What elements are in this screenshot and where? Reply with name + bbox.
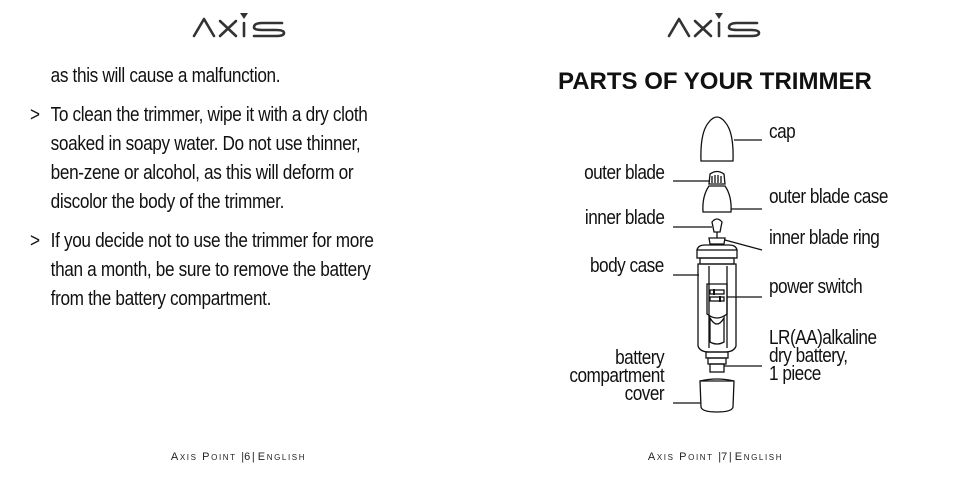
care-instructions — [30, 62, 391, 324]
page-footer: Axis Point |7| English — [647, 451, 784, 463]
footer-language: English — [257, 451, 307, 463]
inner-blade-part — [712, 219, 722, 232]
right-page — [477, 0, 954, 477]
label-inner-blade: inner blade — [584, 207, 664, 229]
axis-logo — [192, 12, 288, 38]
label-power-switch: power switch — [769, 276, 863, 298]
inner-blade-ring-part — [709, 238, 725, 244]
label-cover-line: cover — [624, 383, 664, 405]
bullet-marker: > — [30, 104, 40, 126]
footer-product: Axis Point — [647, 451, 714, 463]
battery-cover-part — [700, 381, 734, 412]
label-outer-blade-case: outer blade case — [769, 186, 888, 208]
label-cover-line: compartment — [569, 365, 664, 387]
bullet-text: If you decide not to use the trimmer for more than a month, be sure to remove the battery from the battery compartment. — [50, 230, 374, 310]
label-inner-blade-ring: inner blade ring — [769, 227, 880, 249]
label-outer-blade: outer blade — [583, 162, 664, 184]
bullet-storage — [30, 227, 391, 314]
label-battery — [769, 329, 877, 383]
section-heading: PARTS OF YOUR TRIMMER — [558, 68, 872, 95]
trimmer-diagram — [477, 0, 954, 477]
label-body-case: body case — [590, 255, 664, 277]
page-number: 7 — [721, 451, 729, 463]
label-battery-line: dry battery, — [769, 345, 848, 367]
body-case-part — [698, 264, 736, 352]
footer-product: Axis Point — [170, 451, 237, 463]
label-cover-line: battery — [615, 347, 664, 369]
bullet-text: To clean the trimmer, wipe it with a dry cloth soaked in soapy water. Do not use thinner, ben-zene or alcohol, as this will deform or discolor the body of the trimmer. — [50, 104, 368, 213]
label-battery-line: 1 piece — [769, 363, 821, 385]
label-battery-line: LR(AA)alkaline — [769, 327, 877, 349]
bullet-cleaning — [30, 101, 391, 217]
footer-language: English — [734, 451, 784, 463]
bullet-marker: > — [30, 230, 40, 252]
page-number: 6 — [244, 451, 252, 463]
label-battery-cover — [569, 349, 664, 403]
cap-part — [701, 117, 733, 161]
label-cap: cap — [769, 121, 796, 143]
outer-blade-case-part — [703, 186, 731, 212]
continuation-text: as this will cause a malfunction. — [50, 65, 281, 87]
page-footer: Axis Point |6| English — [170, 451, 307, 463]
